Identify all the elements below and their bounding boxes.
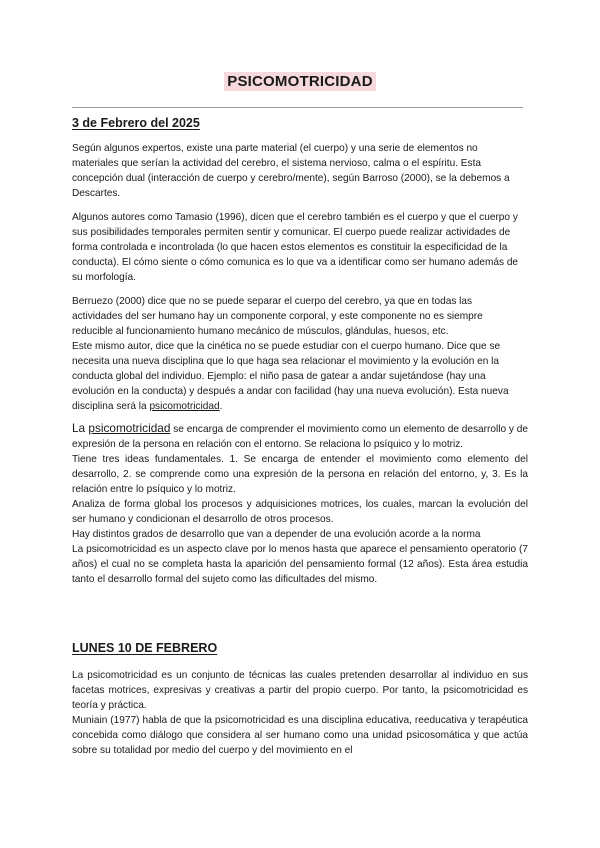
psicomotricidad-link: psicomotricidad <box>149 401 220 412</box>
paragraph-text <box>72 339 524 414</box>
text-run: La <box>72 421 89 435</box>
paragraph-definition <box>72 421 528 587</box>
paragraph-section2 <box>72 668 528 758</box>
text-run: se encarga de comprender el movimiento como un elemento de desarrollo y de expresión de la persona en relación con el entorno. Se relaciona lo psíquico y lo motriz. <box>72 424 528 450</box>
paragraph-descartes <box>72 141 524 201</box>
paragraph-text: Algunos autores como Tamasio (1996), dicen que el cerebro también es el cuerpo y que el cuerpo y sus posibilidades temporales permiten sentir y comunicar. El cuerpo puede realizar actividades de forma controlada e incontrolada (lo que hacen estos elementos es constituir la especificidad de la conducta). El cómo siente o cómo comunica es lo que va a identificar como ser humano además de su morfología. <box>72 212 519 283</box>
text-run: . <box>219 401 223 412</box>
section-date-heading: LUNES 10 DE FEBRERO <box>72 641 218 655</box>
paragraph-text: Según algunos expertos, existe una parte material (el cuerpo) y una serie de elementos no materiales que serían la actividad del cerebro, el sistema nervioso, calma o el espíritu. Esta concepción dual (interacción de cuerpo y cerebro/mente), según Barroso (2000), se la debemos a Descartes. <box>72 143 510 199</box>
paragraph-berruezo <box>72 294 524 414</box>
paragraph-tamasio <box>72 210 524 285</box>
paragraph-text: La psicomotricidad es un aspecto clave por lo menos hasta que aparece el pensamiento operatorio (7 años) el cual no se completa hasta la aparición del pensamiento formal (12 años). Esta área estudia tanto el desarrollo formal del sujeto como las dificultades del mismo. <box>72 544 528 585</box>
document-title: PSICOMOTRICIDAD <box>224 72 376 91</box>
paragraph-text: La psicomotricidad es un conjunto de técnicas las cuales pretenden desarrollar al individuo en sus facetas motrices, expresivas y creativas a partir del propio cuerpo. Por tanto, la psicomotricidad es teoría y práctica. <box>72 670 528 711</box>
paragraph-text: Muniain (1977) habla de que la psicomotricidad es una disciplina educativa, reeducativa y terapéutica concebida como diálogo que considera al ser humano como una unidad psicosomática y que actúa sobre su totalidad por medio del cuerpo y del movimiento en el <box>72 715 528 756</box>
paragraph-text: Tiene tres ideas fundamentales. 1. Se encarga de entender el movimiento como elemento del desarrollo, 2. se comprende como una expresión de la persona en relación del entorno, y, 3. Es la relación entre lo psíquico y lo motriz. <box>72 454 528 495</box>
section-date-heading: 3 de Febrero del 2025 <box>72 116 200 130</box>
title-container <box>0 72 600 91</box>
paragraph-text: Analiza de forma global los procesos y adquisiciones motrices, los cuales, marcan la evolución del ser humano y condicionan el desarrollo de otros procesos. <box>72 499 528 525</box>
text-run: Este mismo autor, dice que la cinética no se puede estudiar con el cuerpo humano. Dice que se necesita una nueva disciplina que lo que haga sea relacionar el movimiento y la evolución en la conducta global del individuo. Ejemplo: el niño pasa de gatear a andar sujetándose (hay una evolución en la conducta) y después a andar con facilidad (hay una nueva evolución). Esta nueva disciplina será la <box>72 341 509 412</box>
psicomotricidad-term: psicomotricidad <box>88 421 171 435</box>
paragraph-text <box>72 421 528 452</box>
paragraph-text: Hay distintos grados de desarrollo que van a depender de una evolución acorde a la norma <box>72 529 481 540</box>
paragraph-text: Berruezo (2000) dice que no se puede separar el cuerpo del cerebro, ya que en todas las actividades del ser humano hay un componente corporal, y este componente no es siempre reducible al funcionamiento humano mecánico de músculos, glándulas, huesos, etc. <box>72 296 483 337</box>
horizontal-rule <box>72 107 523 108</box>
